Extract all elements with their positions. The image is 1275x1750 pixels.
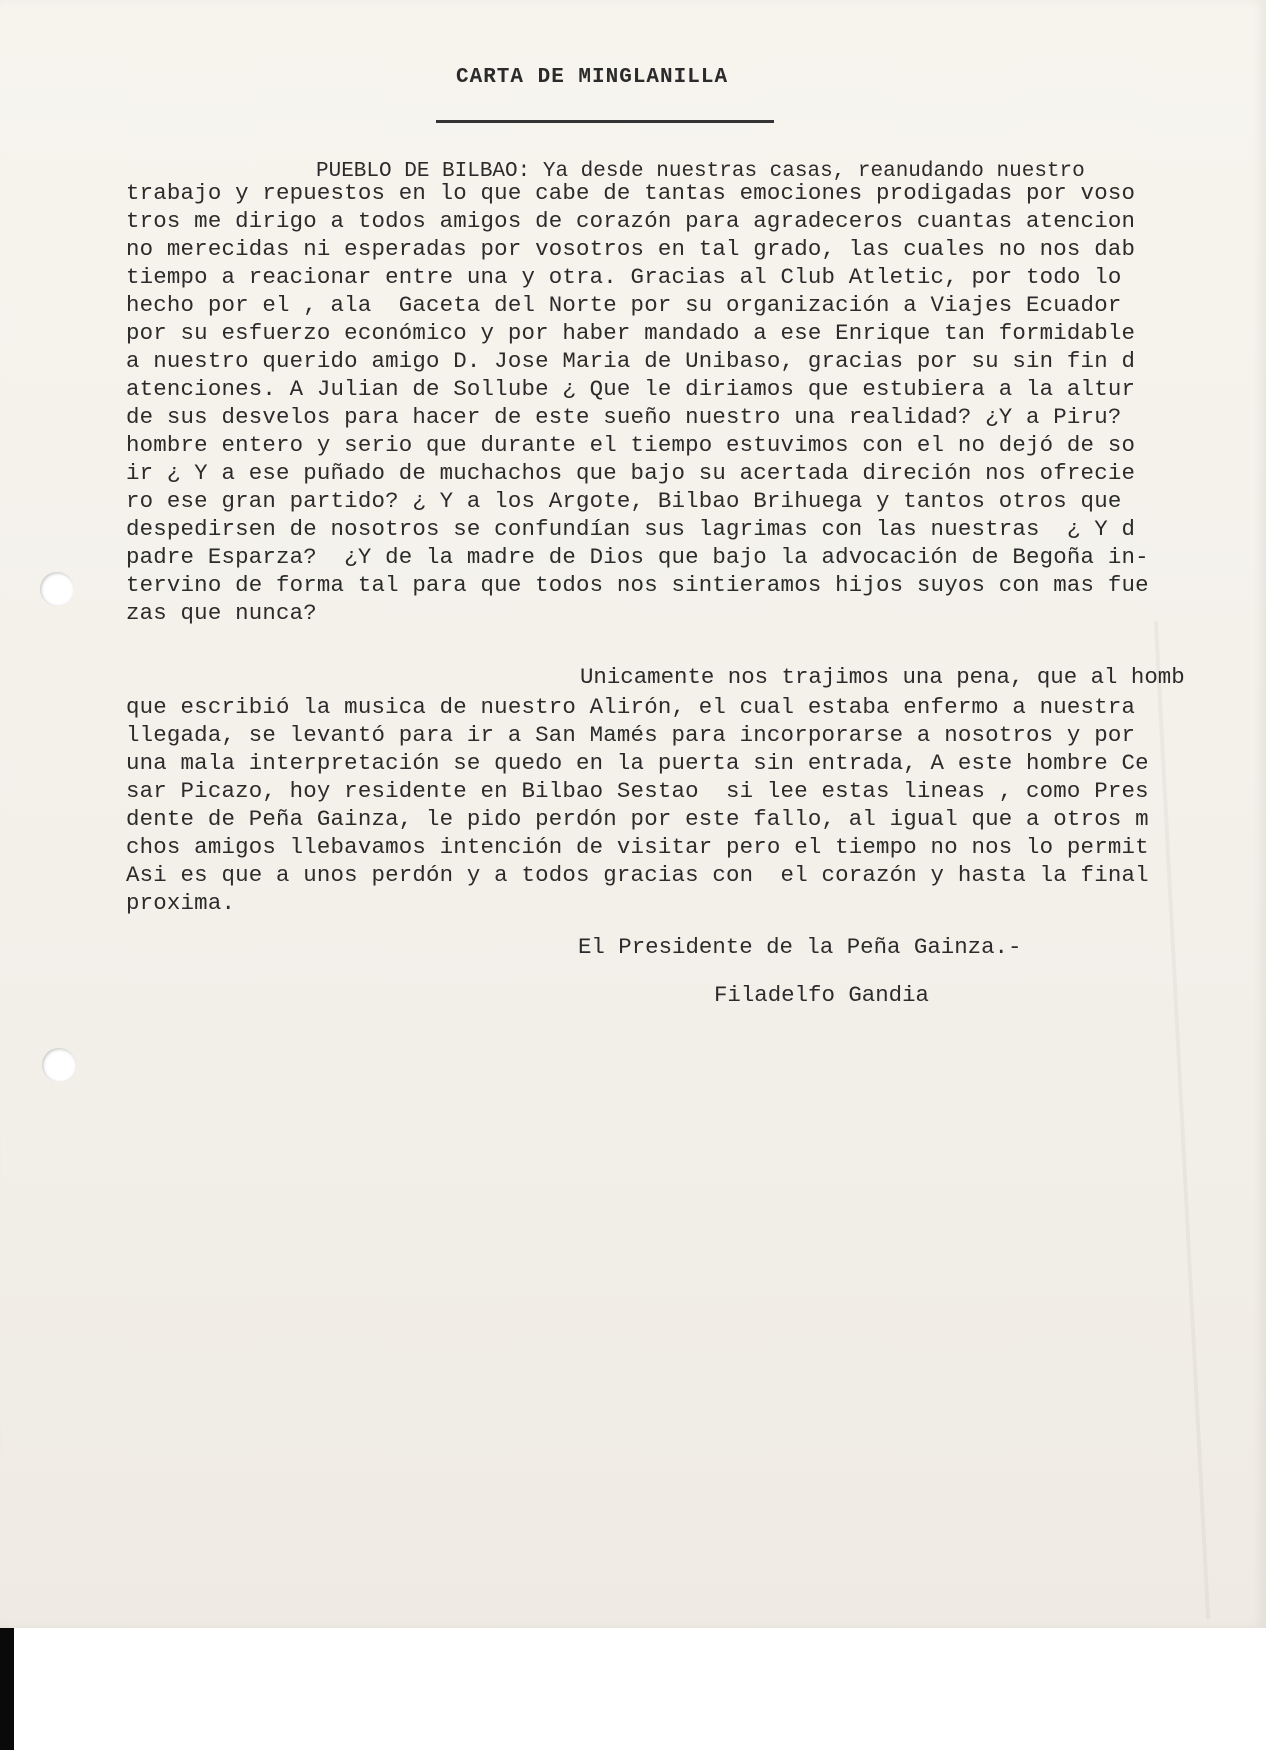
text-line: tiempo a reacionar entre una y otra. Gracias al Club Atletic, por todo lo	[126, 264, 1122, 290]
text-line: una mala interpretación se quedo en la puerta sin entrada, A este hombre Ce	[126, 750, 1149, 776]
text-line: sar Picazo, hoy residente en Bilbao Sestao si lee estas lineas , como Pres	[126, 778, 1149, 804]
text-line: chos amigos llebavamos intención de visitar pero el tiempo no nos lo permit	[126, 834, 1149, 860]
text-line: Unicamente nos trajimos una pena, que al homb	[580, 664, 1185, 690]
text-line: no merecidas ni esperadas por vosotros en tal grado, las cuales no nos dab	[126, 236, 1136, 262]
text-line: PUEBLO DE BILBAO: Ya desde nuestras casas, reanudando nuestro	[316, 160, 1085, 183]
scan-edge-shadow	[0, 1628, 14, 1750]
text-line: llegada, se levantó para ir a San Mamés para incorporarse a nosotros y por	[126, 722, 1136, 748]
punch-hole-upper	[40, 572, 74, 606]
text-line: padre Esparza? ¿Y de la madre de Dios que bajo la advocación de Begoña in-	[126, 544, 1149, 570]
text-line: hombre entero y serio que durante el tiempo estuvimos con el no dejó de so	[126, 432, 1136, 458]
paper-crease	[1154, 621, 1210, 1620]
text-line: hecho por el , ala Gaceta del Norte por su organización a Viajes Ecuador	[126, 292, 1122, 318]
text-line: tros me dirigo a todos amigos de corazón para agradeceros cuantas atencion	[126, 208, 1136, 234]
text-line: zas que nunca?	[126, 600, 317, 626]
signature-role: El Presidente de la Peña Gainza.-	[578, 934, 1022, 960]
punch-hole-lower	[42, 1048, 76, 1082]
text-line: ir ¿ Y a ese puñado de muchachos que bajo su acertada direción nos ofrecie	[126, 460, 1136, 486]
text-line: Asi es que a unos perdón y a todos gracias con el corazón y hasta la final	[126, 862, 1149, 888]
text-line: dente de Peña Gainza, le pido perdón por este fallo, al igual que a otros m	[126, 806, 1149, 832]
text-line: ro ese gran partido? ¿ Y a los Argote, Bilbao Brihuega y tantos otros que	[126, 488, 1122, 514]
text-line: atenciones. A Julian de Sollube ¿ Que le diriamos que estubiera a la altur	[126, 376, 1136, 402]
text-line: que escribió la musica de nuestro Alirón, el cual estaba enfermo a nuestra	[126, 694, 1136, 720]
text-line: a nuestro querido amigo D. Jose Maria de Unibaso, gracias por su sin fin d	[126, 348, 1136, 374]
text-line: despedirsen de nosotros se confundían sus lagrimas con las nuestras ¿ Y d	[126, 516, 1136, 542]
text-line: de sus desvelos para hacer de este sueño nuestro una realidad? ¿Y a Piru?	[126, 404, 1122, 430]
text-line: tervino de forma tal para que todos nos sintieramos hijos suyos con mas fue	[126, 572, 1149, 598]
document-title: CARTA DE MINGLANILLA	[456, 66, 729, 89]
text-line: proxima.	[126, 890, 236, 916]
text-line: por su esfuerzo económico y por haber mandado a ese Enrique tan formidable	[126, 320, 1136, 346]
text-line: trabajo y repuestos en lo que cabe de tantas emociones prodigadas por voso	[126, 180, 1136, 206]
signature-name: Filadelfo Gandia	[714, 982, 929, 1008]
title-underline	[436, 120, 774, 123]
